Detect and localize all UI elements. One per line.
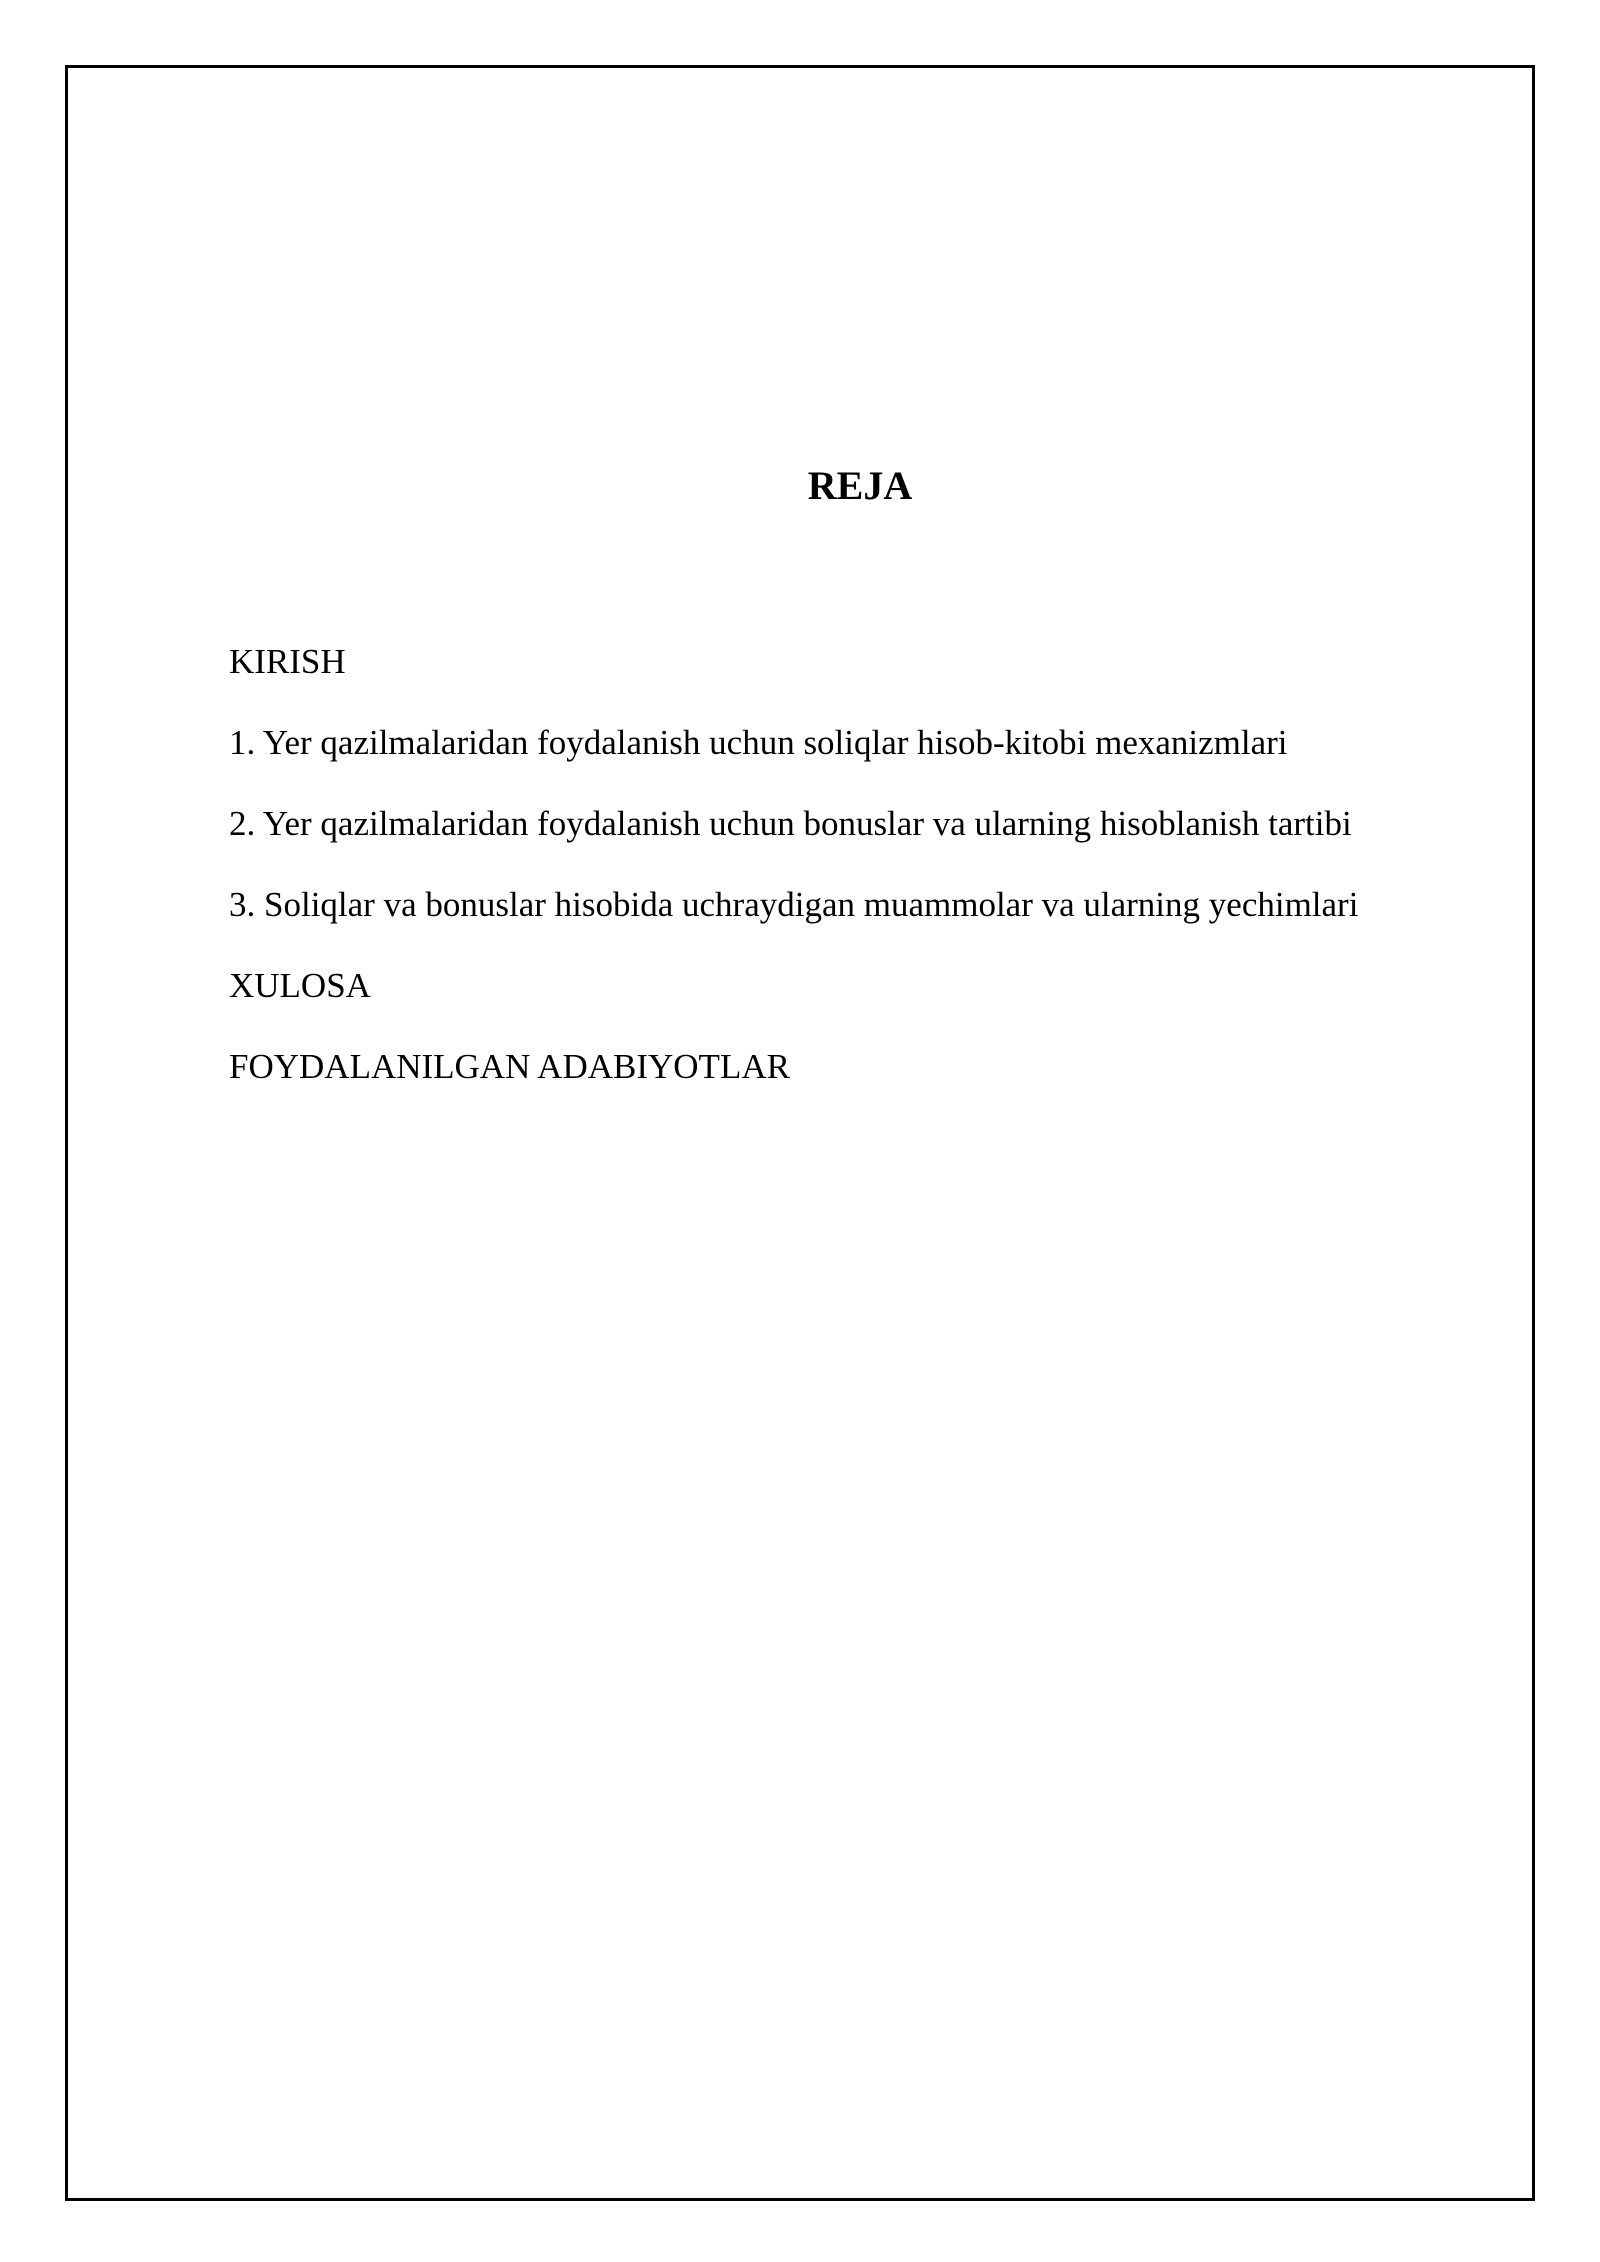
page-title: REJA (807, 463, 913, 508)
plan-item-1: 1. Yer qazilmalaridan foydalanish uchun soliqlar hisob-kitobi mexanizmlari (229, 723, 1288, 762)
plan-list (229, 638, 1358, 1124)
plan-item-2: 2. Yer qazilmalaridan foydalanish uchun bonuslar va ularning hisoblanish tartibi (229, 804, 1352, 843)
plan-item-conclusion: XULOSA (229, 966, 371, 1005)
page-border (65, 65, 1535, 2201)
plan-item-references: FOYDALANILGAN ADABIYOTLAR (229, 1047, 790, 1086)
plan-item-introduction: KIRISH (229, 642, 346, 681)
plan-item-3: 3. Soliqlar va bonuslar hisobida uchraydigan muammolar va ularning yechimlari (229, 885, 1359, 924)
